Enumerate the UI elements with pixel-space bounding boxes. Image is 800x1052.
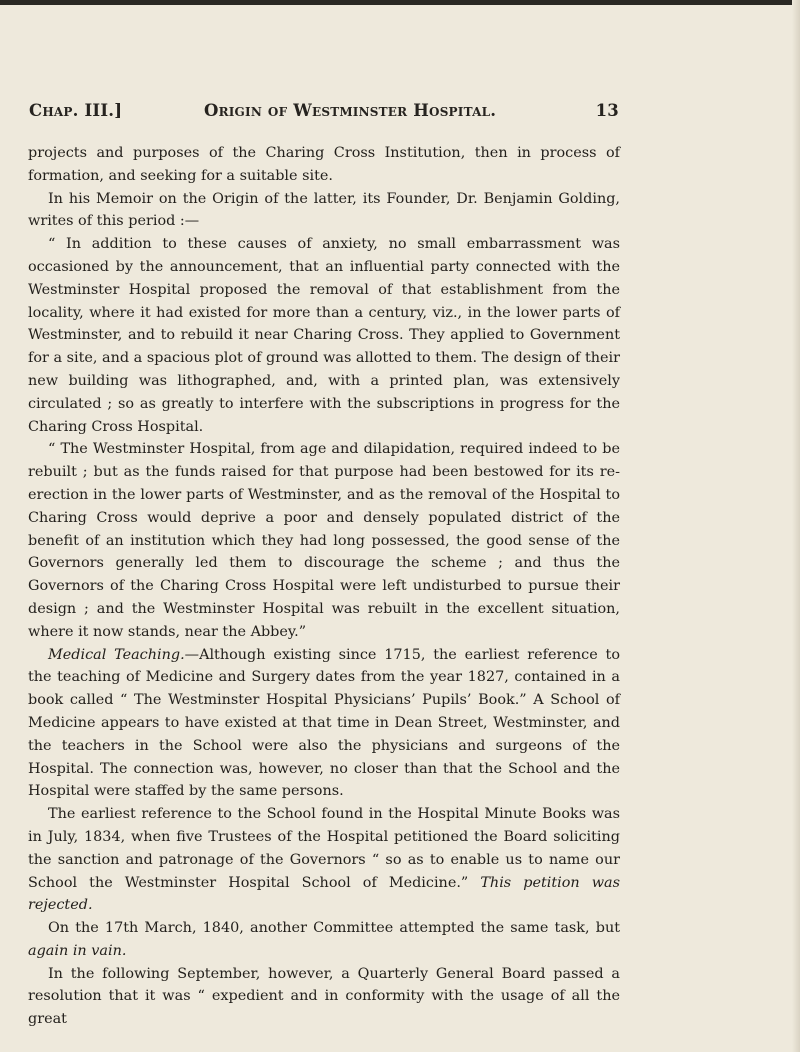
paragraph-3-quote: “ In addition to these causes of anxiety, no small embarrassment was occasioned by the announcement, that an influential party connected with the Westminster Hospital proposed the removal of that establishment from the locality, where it had existed for more than a century, viz., in the lower parts of Westminster, and to rebuild it near Charing Cross. They applied to Government for a site, and a spacious plot of ground was allotted to them. The design of their new building was lithographed, and, with a printed plan, was extensively circulated ; so as greatly to interfere with the subscriptions in progress for the Charing Cross Hospital. (28, 236, 620, 435)
paragraph-7: On the 17th March, 1840, another Committee attempted the same task, but again in vain. (28, 920, 620, 959)
running-head (29, 101, 619, 125)
page-top-edge (0, 0, 800, 5)
paragraph-6: The earliest reference to the School found in the Hospital Minute Books was in July, 1834, when five Trustees of the Hospital petitioned the Board soliciting the sanction and patronage of the Governors “ so as to enable us to name our School the Westminster Hospital School of Medicine.” This petition was rejected. (28, 806, 620, 914)
page-number: 13 (595, 101, 619, 120)
body-text (28, 142, 620, 1031)
paragraph-2: In his Memoir on the Origin of the latter, its Founder, Dr. Benjamin Golding, writes of this period :— (28, 190, 620, 230)
running-title: Origin of Westminster Hospital. (204, 101, 497, 120)
page-right-edge (792, 0, 800, 1052)
paragraph-1: projects and purposes of the Charing Cross Institution, then in process of formation, and seeking for a suitable site. (28, 145, 620, 184)
chapter-label: Chap. III.] (29, 101, 123, 120)
section-heading-medical-teaching: Medical Teaching. (48, 646, 185, 663)
paragraph-5-medical-teaching: Medical Teaching.—Although existing since 1715, the earliest reference to the teaching of Medicine and Surgery dates from the year 1827, contained in a book called “ The Westminster Hospital Physicians’ Pupils’ Book.” A School of Medicine appears to have existed at that time in Dean Street, Westminster, and the teachers in the School were also the physicians and surgeons of the Hospital. The connection was, however, no closer than that the School and the Hospital were staffed by the same persons. (28, 646, 620, 800)
paragraph-4-quote: “ The Westminster Hospital, from age and dilapidation, required indeed to be rebuilt ; but as the funds raised for that purpose had been bestowed for its re-erection in the lower parts of Westminster, and as the removal of the Hospital to Charing Cross would deprive a poor and densely populated district of the benefit of an institution which they had long possessed, the good sense of the Governors generally led them to discourage the scheme ; and thus the Governors of the Charing Cross Hospital were left undisturbed to pursue their design ; and the Westminster Hospital was rebuilt in the excellent situation, where it now stands, near the Abbey.” (28, 441, 620, 640)
paragraph-8: In the following September, however, a Quarterly General Board passed a resolution that it was “ expedient and in conformity with the usage of all the great (28, 965, 620, 1028)
